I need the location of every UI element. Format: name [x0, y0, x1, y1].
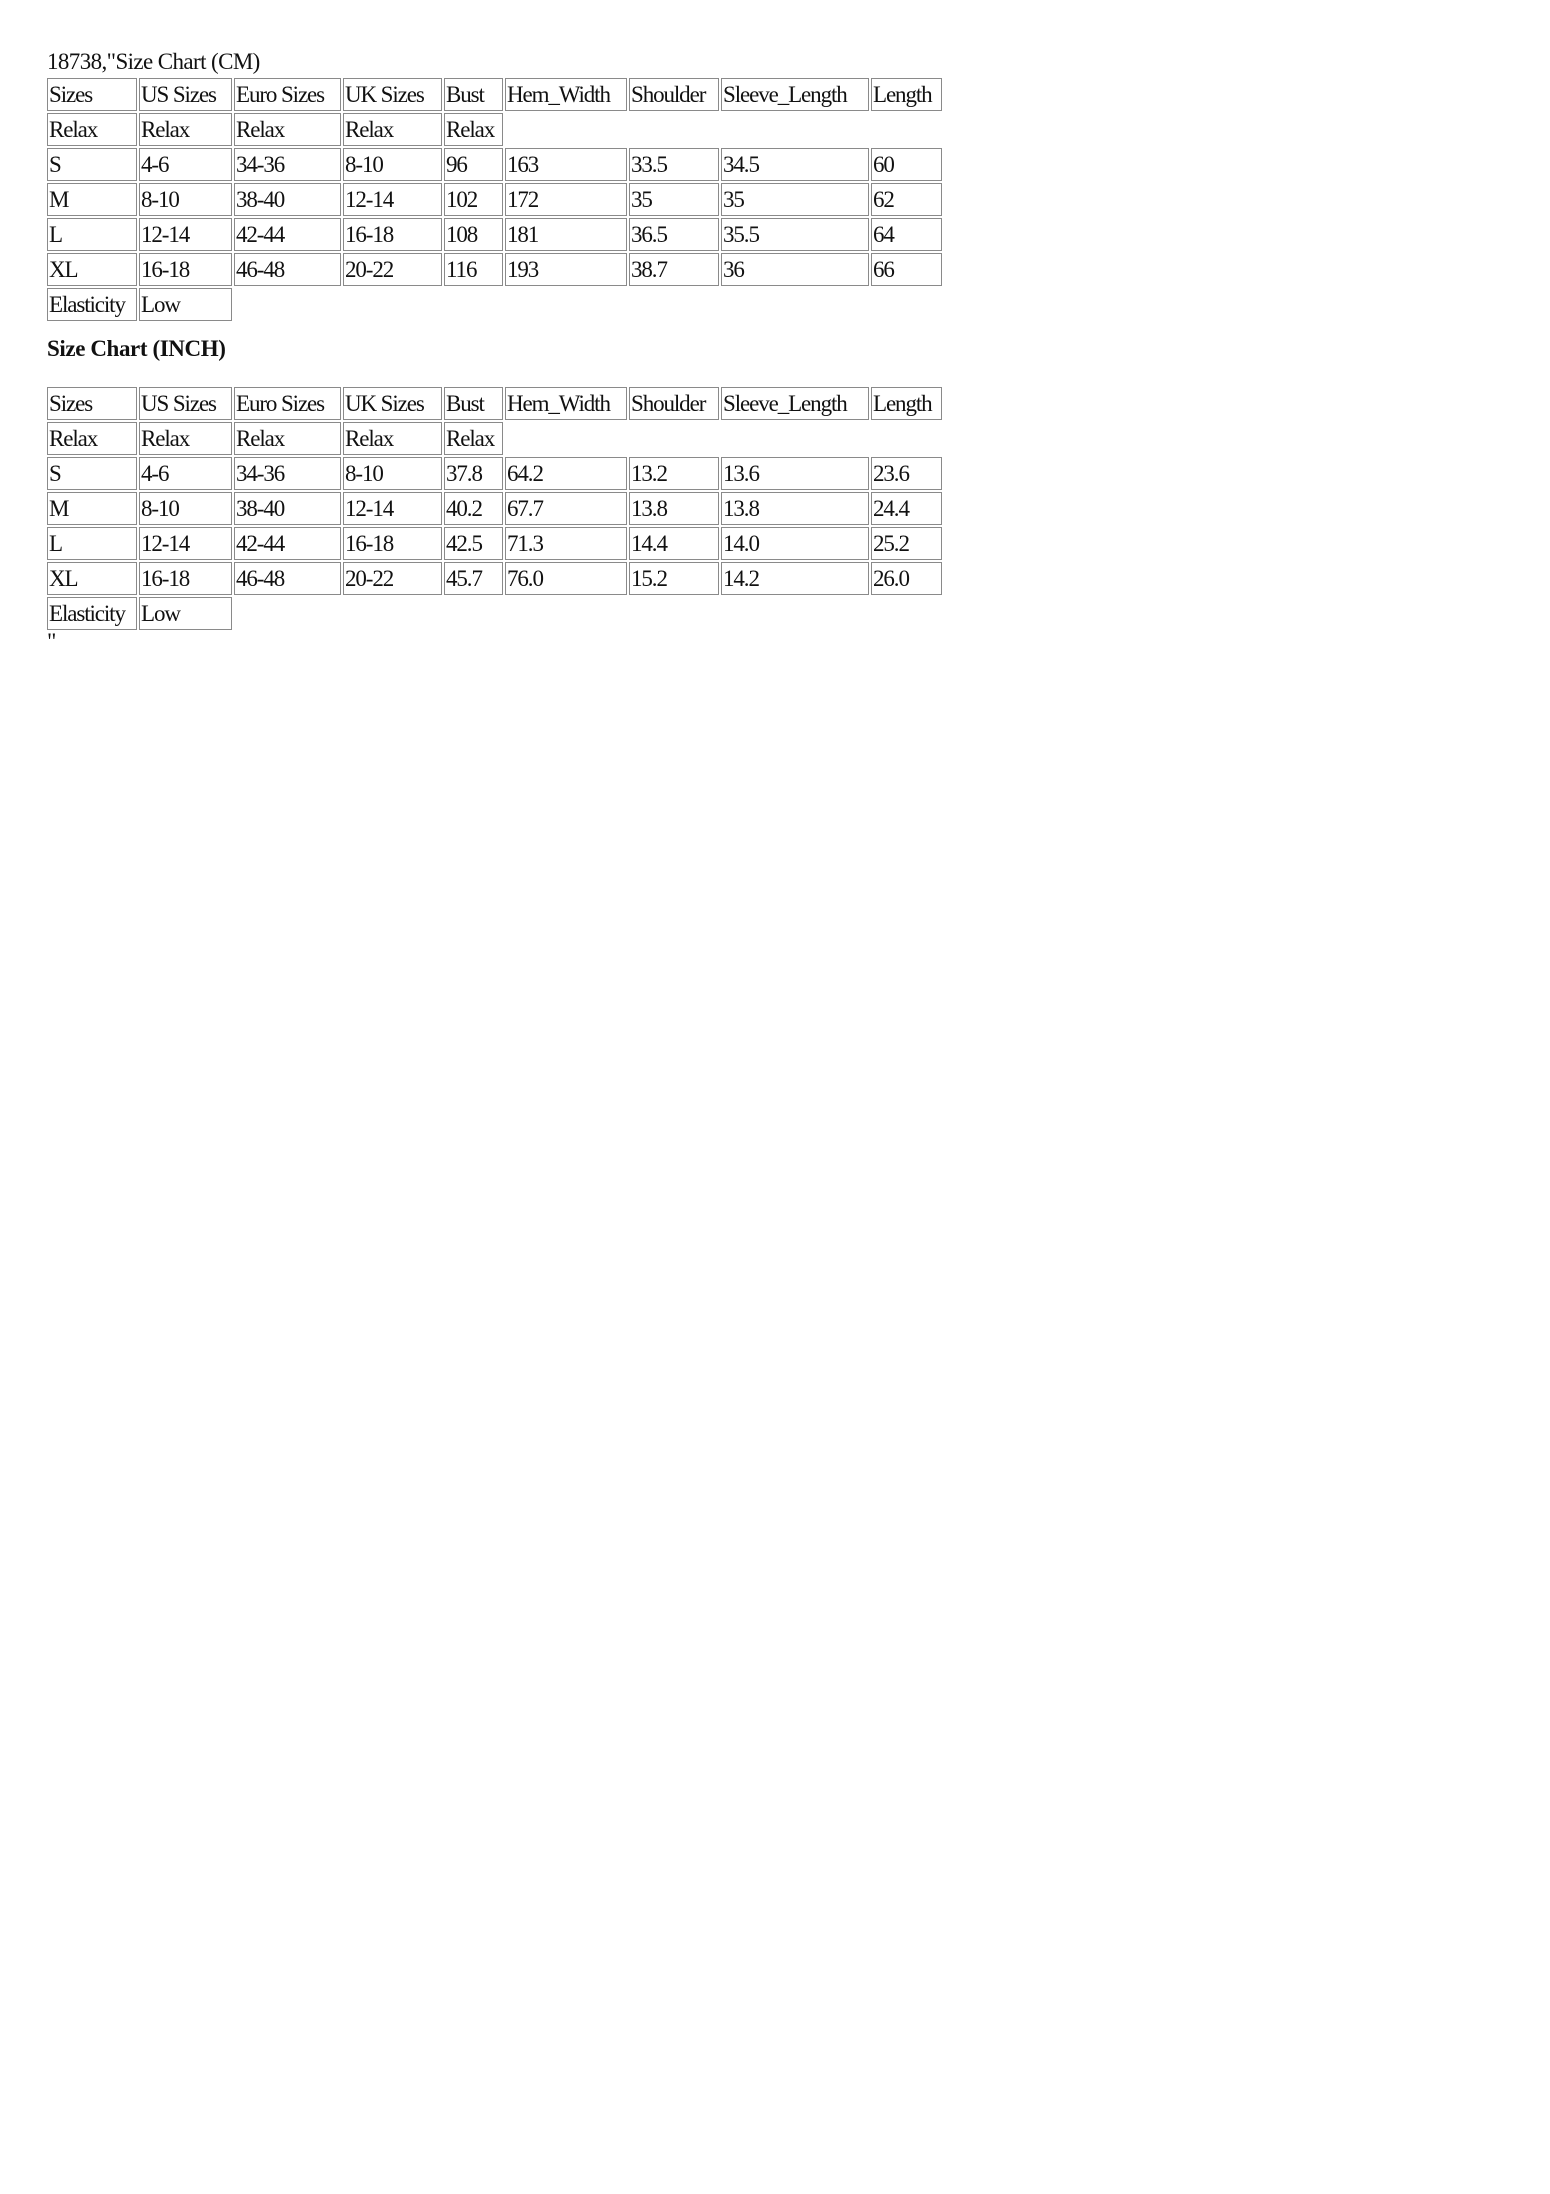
table-row [47, 148, 942, 181]
table-cell: 12-14 [343, 492, 442, 525]
table-cell: 42-44 [234, 527, 341, 560]
table-cell: 16-18 [343, 218, 442, 251]
table-cell: 8-10 [139, 183, 232, 216]
table-cell: 172 [505, 183, 627, 216]
table-cell: 42-44 [234, 218, 341, 251]
elasticity-value: Low [139, 288, 232, 321]
table-cell: 16-18 [343, 527, 442, 560]
table-cell: 14.2 [721, 562, 869, 595]
table-cell: 4-6 [139, 457, 232, 490]
table-cell: 40.2 [444, 492, 503, 525]
table-cell: 76.0 [505, 562, 627, 595]
table-cell: 64.2 [505, 457, 627, 490]
table-cell: 60 [871, 148, 942, 181]
header-cell: Sizes [47, 78, 137, 111]
table-cell: 26.0 [871, 562, 942, 595]
table-cell: 14.4 [629, 527, 719, 560]
fit-cell: Relax [343, 113, 442, 146]
table-cell: 38-40 [234, 183, 341, 216]
table-cell: 35 [629, 183, 719, 216]
header-cell: Hem_Width [505, 387, 627, 420]
elasticity-row [47, 288, 942, 321]
elasticity-label: Elasticity [47, 288, 137, 321]
table-cell: 14.0 [721, 527, 869, 560]
table-cell: 34-36 [234, 457, 341, 490]
closing-quote: " [47, 629, 57, 654]
table-cell: 35 [721, 183, 869, 216]
size-cell: L [47, 527, 137, 560]
size-cell: M [47, 492, 137, 525]
document-page [47, 48, 944, 652]
table-cell: 33.5 [629, 148, 719, 181]
header-cell: Shoulder [629, 387, 719, 420]
table-row [47, 492, 942, 525]
table-cell: 116 [444, 253, 503, 286]
table-cell: 71.3 [505, 527, 627, 560]
table-cell: 36 [721, 253, 869, 286]
fit-cell: Relax [343, 422, 442, 455]
size-cell: XL [47, 253, 137, 286]
cm-size-table [45, 76, 944, 323]
table-row [47, 253, 942, 286]
header-cell: US Sizes [139, 387, 232, 420]
header-cell: Length [871, 387, 942, 420]
size-cell: S [47, 148, 137, 181]
table-cell: 23.6 [871, 457, 942, 490]
empty-cell [234, 288, 942, 321]
table-cell: 13.8 [629, 492, 719, 525]
header-cell: Euro Sizes [234, 78, 341, 111]
table-cell: 62 [871, 183, 942, 216]
elasticity-label: Elasticity [47, 597, 137, 630]
table-cell: 37.8 [444, 457, 503, 490]
table-cell: 102 [444, 183, 503, 216]
fit-cell: Relax [234, 422, 341, 455]
table-cell: 8-10 [343, 148, 442, 181]
table-cell: 108 [444, 218, 503, 251]
header-cell: UK Sizes [343, 387, 442, 420]
table-cell: 4-6 [139, 148, 232, 181]
table-cell: 34-36 [234, 148, 341, 181]
table-cell: 25.2 [871, 527, 942, 560]
header-cell: US Sizes [139, 78, 232, 111]
header-cell: Sleeve_Length [721, 78, 869, 111]
table-row [47, 562, 942, 595]
table-cell: 45.7 [444, 562, 503, 595]
table-row [47, 527, 942, 560]
table-row [47, 218, 942, 251]
table-cell: 8-10 [343, 457, 442, 490]
elasticity-row [47, 597, 942, 630]
empty-cell [234, 597, 942, 630]
table-cell: 16-18 [139, 253, 232, 286]
fit-cell: Relax [139, 422, 232, 455]
size-cell: S [47, 457, 137, 490]
header-cell: Hem_Width [505, 78, 627, 111]
fit-cell: Relax [444, 113, 503, 146]
size-cell: M [47, 183, 137, 216]
table-cell: 38.7 [629, 253, 719, 286]
size-cell: XL [47, 562, 137, 595]
empty-cell [505, 113, 942, 146]
table-cell: 12-14 [343, 183, 442, 216]
table-cell: 13.2 [629, 457, 719, 490]
fit-cell: Relax [47, 113, 137, 146]
table-cell: 67.7 [505, 492, 627, 525]
table-cell: 13.6 [721, 457, 869, 490]
table-cell: 66 [871, 253, 942, 286]
header-cell: Euro Sizes [234, 387, 341, 420]
fit-cell: Relax [47, 422, 137, 455]
size-cell: L [47, 218, 137, 251]
table-cell: 15.2 [629, 562, 719, 595]
header-cell: Length [871, 78, 942, 111]
table-cell: 34.5 [721, 148, 869, 181]
table-cell: 46-48 [234, 562, 341, 595]
table-row [47, 457, 942, 490]
table-cell: 16-18 [139, 562, 232, 595]
elasticity-value: Low [139, 597, 232, 630]
header-cell: Shoulder [629, 78, 719, 111]
header-cell: UK Sizes [343, 78, 442, 111]
fit-cell: Relax [234, 113, 341, 146]
table-cell: 12-14 [139, 218, 232, 251]
table-cell: 20-22 [343, 562, 442, 595]
inch-chart-title: Size Chart (INCH) [47, 336, 226, 361]
cm-chart-title: 18738,"Size Chart (CM) [47, 49, 260, 74]
table-cell: 193 [505, 253, 627, 286]
fit-row [47, 422, 942, 455]
table-row [47, 183, 942, 216]
fit-cell: Relax [139, 113, 232, 146]
header-cell: Sizes [47, 387, 137, 420]
empty-cell [505, 422, 942, 455]
inch-size-table [45, 385, 944, 632]
table-cell: 181 [505, 218, 627, 251]
table-cell: 163 [505, 148, 627, 181]
table-cell: 38-40 [234, 492, 341, 525]
table-cell: 13.8 [721, 492, 869, 525]
header-cell: Bust [444, 387, 503, 420]
header-cell: Bust [444, 78, 503, 111]
table-cell: 35.5 [721, 218, 869, 251]
table-cell: 46-48 [234, 253, 341, 286]
table-cell: 36.5 [629, 218, 719, 251]
table-header-row [47, 78, 942, 111]
fit-cell: Relax [444, 422, 503, 455]
table-cell: 42.5 [444, 527, 503, 560]
table-cell: 8-10 [139, 492, 232, 525]
table-cell: 96 [444, 148, 503, 181]
table-cell: 64 [871, 218, 942, 251]
fit-row [47, 113, 942, 146]
table-header-row [47, 387, 942, 420]
header-cell: Sleeve_Length [721, 387, 869, 420]
table-cell: 12-14 [139, 527, 232, 560]
table-cell: 24.4 [871, 492, 942, 525]
table-cell: 20-22 [343, 253, 442, 286]
